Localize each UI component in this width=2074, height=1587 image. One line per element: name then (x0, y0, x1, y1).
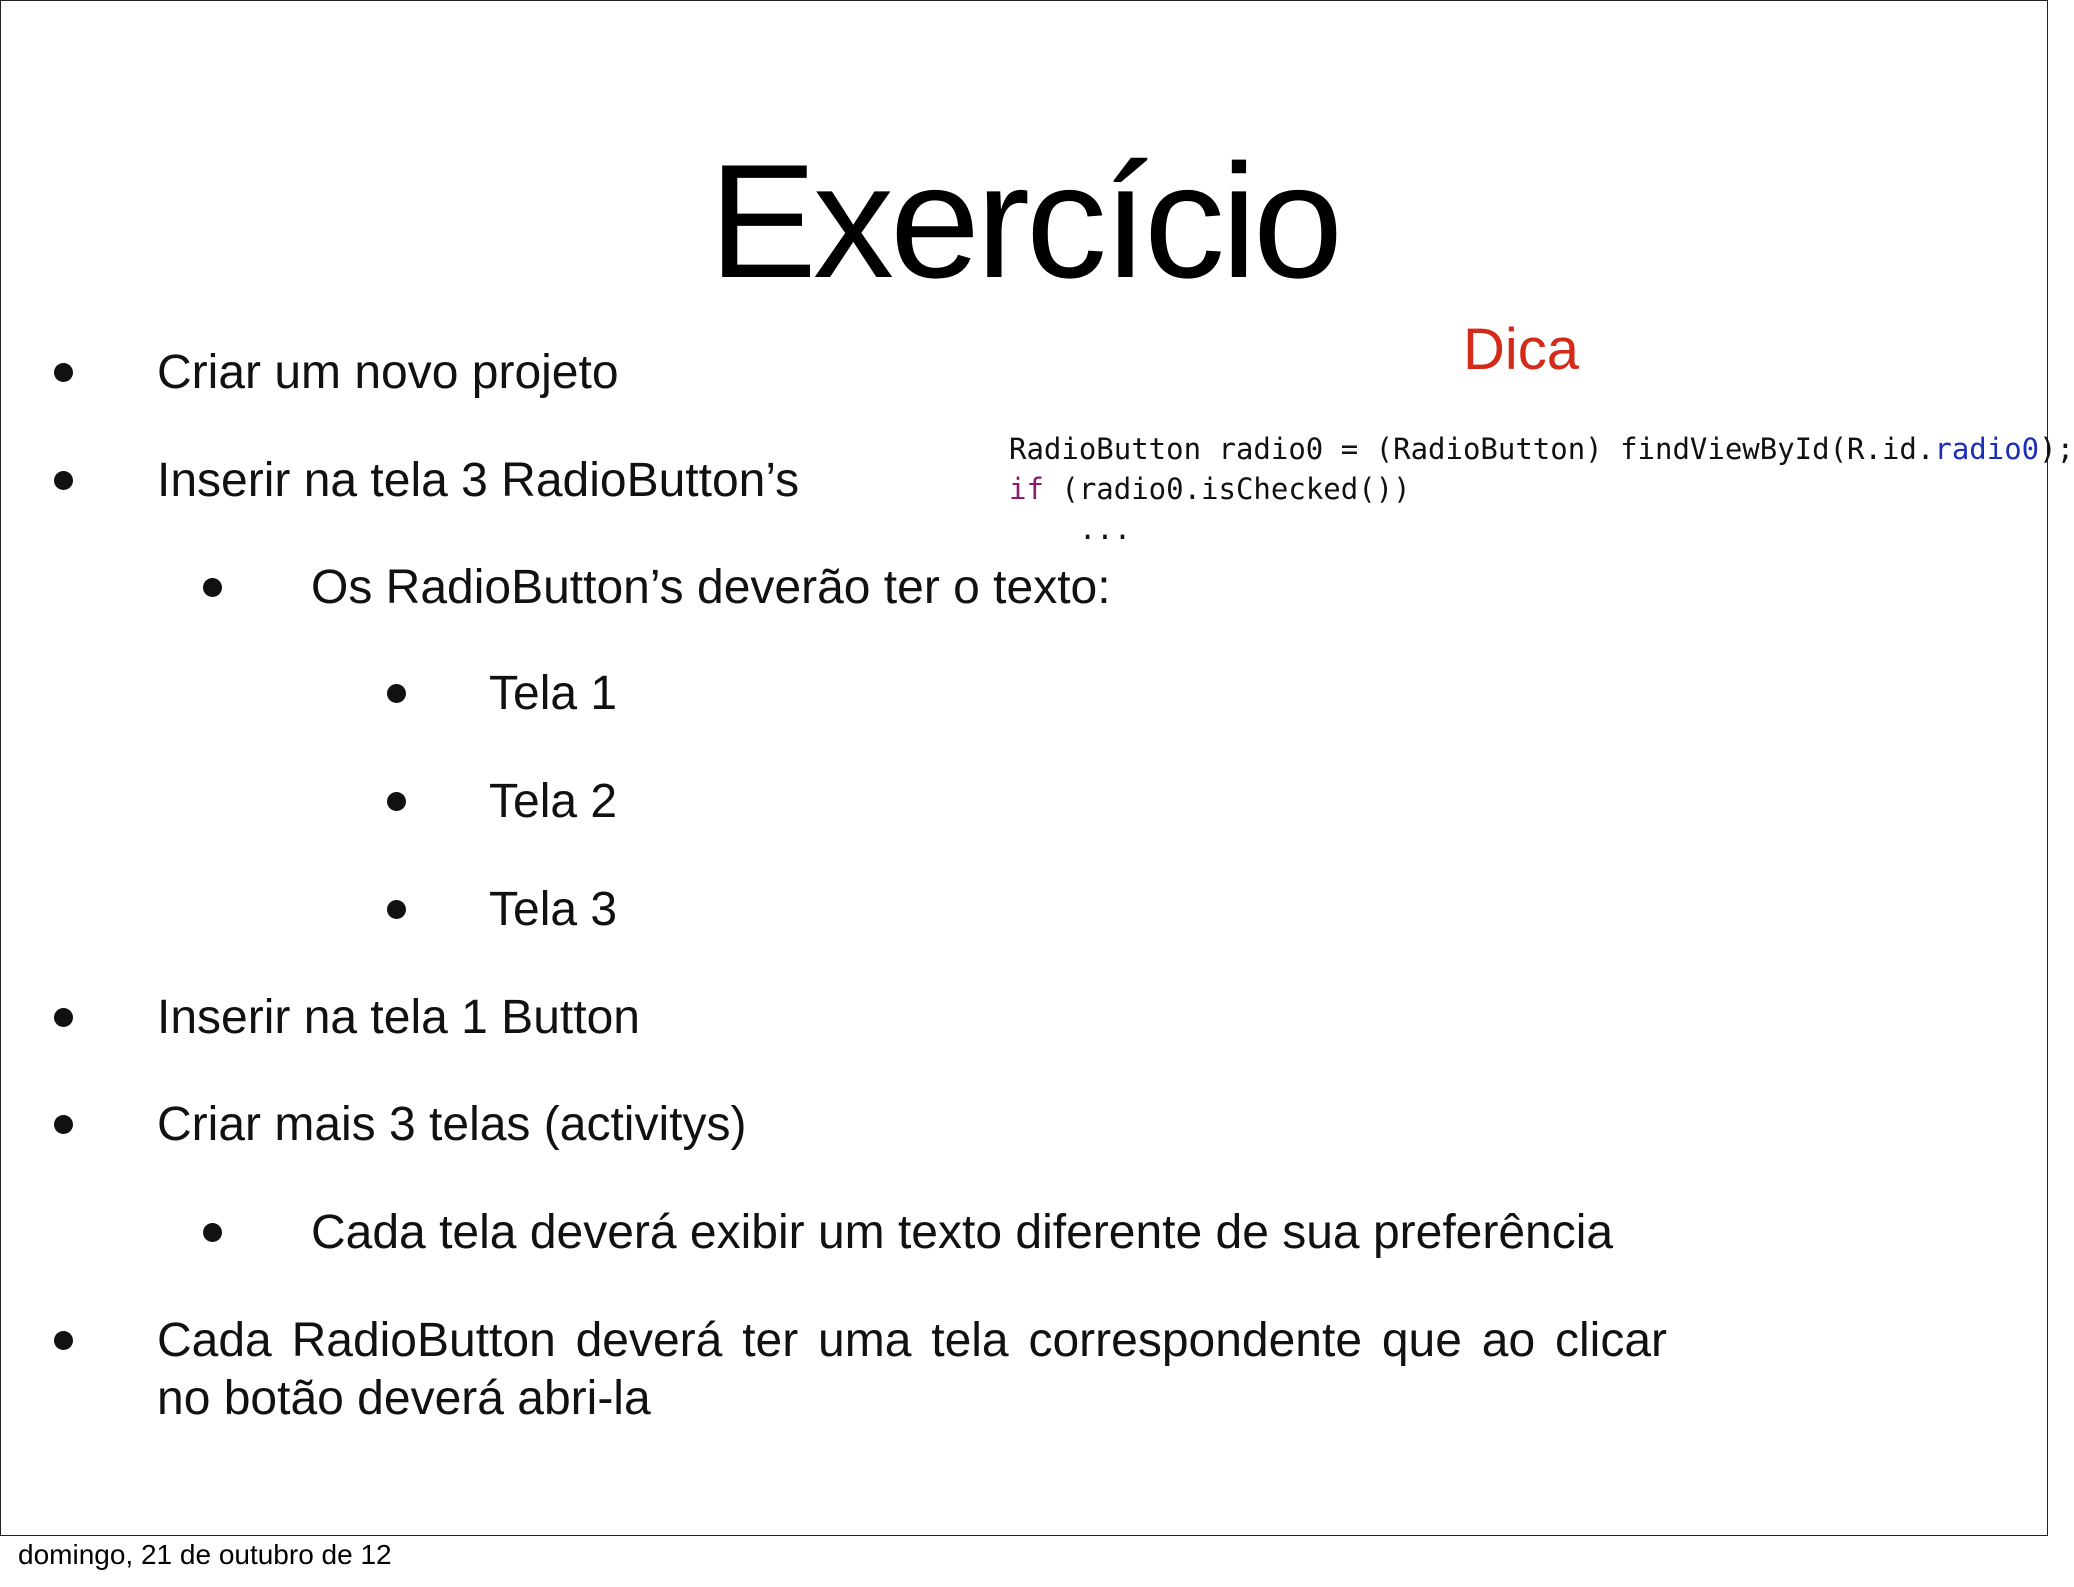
code-line-3: ... (1009, 512, 1132, 546)
tip-label: Dica (1463, 317, 1580, 382)
bullet-item: Inserir na tela 3 RadioButton’s (157, 454, 800, 507)
footer-date: domingo, 21 de outubro de 12 (18, 1539, 392, 1570)
bullet-dot (387, 900, 406, 919)
bullet-item: Os RadioButton’s deverão ter o texto: (311, 561, 1111, 614)
bullet-item: Cada tela deverá exibir um texto diferente de sua preferência (311, 1206, 1614, 1259)
bullet-item: Tela 2 (489, 775, 618, 828)
bullet-item: Inserir na tela 1 Button (157, 991, 640, 1044)
bullet-item: Tela 1 (489, 667, 618, 720)
bullet-dot (54, 471, 73, 490)
bullet-item: Cada RadioButton deverá ter uma tela correspondente que ao clicar no botão deverá abri-la (157, 1314, 1667, 1425)
code-snippet (1009, 429, 2074, 549)
code-line-2: if (radio0.isChecked()) (1009, 472, 1411, 506)
bullet-item: Criar um novo projeto (157, 346, 619, 399)
bullet-item: Tela 3 (489, 883, 618, 936)
bullet-dot (54, 1008, 73, 1027)
bullet-item: Criar mais 3 telas (activitys) (157, 1098, 747, 1151)
bullet-dot (54, 1115, 73, 1134)
bullet-dot (387, 792, 406, 811)
slide-title: Exercício (708, 131, 1340, 312)
bullet-dot (54, 363, 73, 382)
bullet-dot (387, 684, 406, 703)
bullet-dot (54, 1331, 73, 1350)
bullet-dot (203, 1223, 222, 1242)
code-line-1: RadioButton radio0 = (RadioButton) findViewById(R.id.radio0); (1009, 432, 2074, 466)
bullet-dot (203, 578, 222, 597)
